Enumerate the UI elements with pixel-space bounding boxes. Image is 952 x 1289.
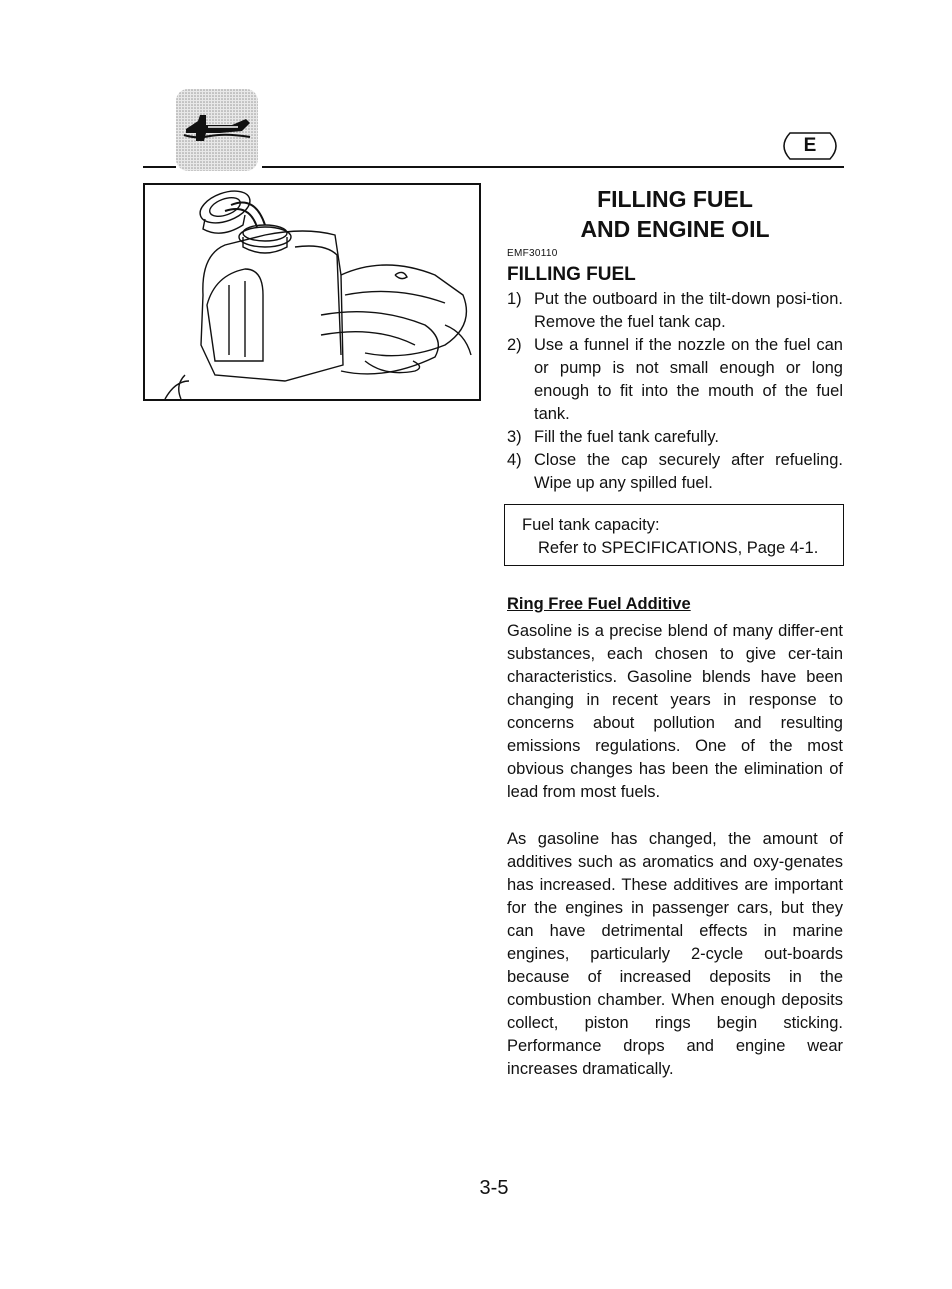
fuel-tank-figure [143, 183, 481, 401]
list-item [507, 426, 843, 449]
step-number: 2) [507, 336, 522, 354]
header-rule-left [143, 166, 176, 168]
document-code: EMF30110 [507, 248, 558, 259]
list-item [507, 449, 843, 495]
step-text: Fill the fuel tank carefully. [534, 428, 719, 446]
spec-value: Refer to SPECIFICATIONS, Page 4-1. [538, 539, 819, 557]
fuel-tank-cap-illustration [145, 185, 479, 399]
additive-heading: Ring Free Fuel Additive [507, 595, 691, 613]
page-number: 3-5 [479, 1177, 509, 1199]
step-number: 4) [507, 451, 522, 469]
step-number: 3) [507, 428, 522, 446]
spec-box [504, 504, 844, 566]
step-text: Close the cap securely after refueling. Wipe up any spilled fuel. [534, 451, 843, 492]
paragraph-gasoline-blend: Gasoline is a precise blend of many differ-ent substances, each chosen to give cer-tain characteristics. Gasoline blends have been changing in recent years in response to concerns about pollution and resulting emissions regulations. One of the most obvious changes has been the elimination of lead from most fuels. [507, 622, 843, 801]
step-text: Put the outboard in the tilt-down posi-tion. Remove the fuel tank cap. [534, 290, 843, 331]
spec-label: Fuel tank capacity: [522, 516, 660, 534]
list-item [507, 288, 843, 334]
list-item [507, 334, 843, 426]
section-title-line1: FILLING FUEL [597, 186, 753, 212]
filling-fuel-heading: FILLING FUEL [507, 264, 636, 285]
step-number: 1) [507, 290, 522, 308]
step-text: Use a funnel if the nozzle on the fuel can or pump is not small enough or long enough to fit into the mouth of the fuel tank. [534, 336, 843, 423]
section-title-line2: AND ENGINE OIL [580, 216, 770, 242]
header-rule-right [262, 166, 844, 168]
outboard-motor-icon [176, 89, 258, 171]
language-badge: E [803, 135, 817, 156]
steps-list [507, 288, 843, 495]
paragraph-additives: As gasoline has changed, the amount of additives such as aromatics and oxy-genates has increased. These additives are important for the engines in passenger cars, but they can have detrimental effects in marine engines, particularly 2-cycle out-boards because of increased deposits in the combustion chamber. When enough deposits collect, piston rings begin sticking. Performance drops and engine wear increases dramatically. [507, 830, 843, 1078]
